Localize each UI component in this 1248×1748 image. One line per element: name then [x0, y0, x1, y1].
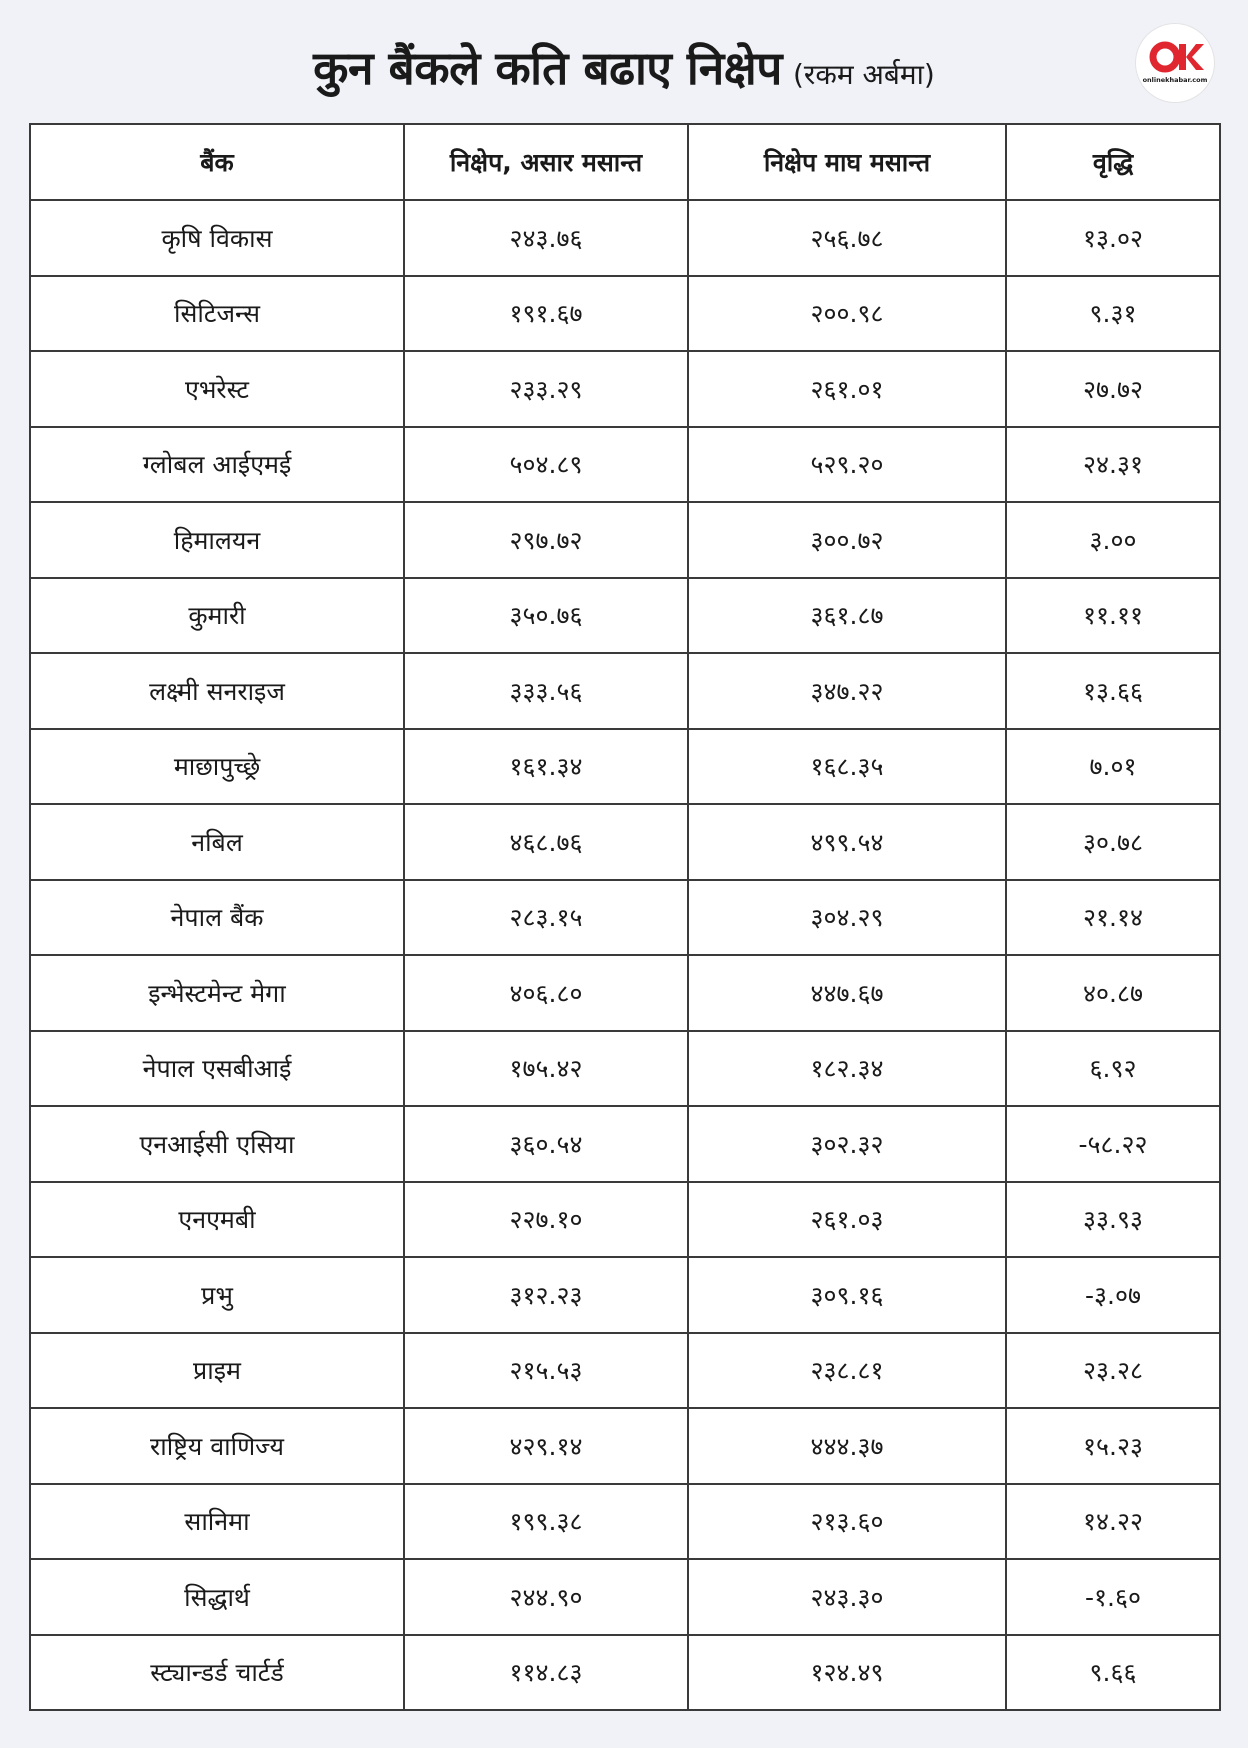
cell-bank-name: स्ट्यान्डर्ड चार्टर्ड — [30, 1635, 404, 1711]
cell-deposit-magh: २१३.६० — [688, 1484, 1006, 1560]
cell-deposit-asar: ३३३.५६ — [404, 653, 688, 729]
page-title — [0, 38, 1248, 109]
header — [0, 0, 1248, 122]
cell-bank-name: हिमालयन — [30, 502, 404, 578]
table-row — [30, 804, 1220, 880]
cell-bank-name: लक्ष्मी सनराइज — [30, 653, 404, 729]
table-row — [30, 1333, 1220, 1409]
cell-growth: ९.३१ — [1006, 276, 1220, 352]
cell-bank-name: राष्ट्रिय वाणिज्य — [30, 1408, 404, 1484]
cell-deposit-asar: २८३.१५ — [404, 880, 688, 956]
cell-deposit-asar: १९१.६७ — [404, 276, 688, 352]
cell-deposit-asar: ५०४.८९ — [404, 427, 688, 503]
logo-caption: onlinekhabar.com — [1142, 76, 1208, 84]
column-header-deposit-asar: निक्षेप, असार मसान्त — [404, 124, 688, 200]
cell-growth: २१.१४ — [1006, 880, 1220, 956]
cell-deposit-asar: १६१.३४ — [404, 729, 688, 805]
cell-growth: २४.३१ — [1006, 427, 1220, 503]
cell-growth: -५८.२२ — [1006, 1106, 1220, 1182]
cell-deposit-asar: ११४.८३ — [404, 1635, 688, 1711]
cell-deposit-asar: २४३.७६ — [404, 200, 688, 276]
cell-growth: ९.६६ — [1006, 1635, 1220, 1711]
table-row — [30, 880, 1220, 956]
deposit-table-container — [29, 123, 1219, 1711]
column-header-growth: वृद्धि — [1006, 124, 1220, 200]
table-row — [30, 1408, 1220, 1484]
table-row — [30, 1635, 1220, 1711]
cell-bank-name: एभरेस्ट — [30, 351, 404, 427]
cell-deposit-magh: ३०२.३२ — [688, 1106, 1006, 1182]
cell-deposit-asar: ४२९.१४ — [404, 1408, 688, 1484]
table-row — [30, 276, 1220, 352]
cell-bank-name: प्राइम — [30, 1333, 404, 1409]
cell-growth: ३.०० — [1006, 502, 1220, 578]
cell-deposit-asar: ४०६.८० — [404, 955, 688, 1031]
cell-growth: २३.२८ — [1006, 1333, 1220, 1409]
table-row — [30, 427, 1220, 503]
cell-deposit-asar: ३५०.७६ — [404, 578, 688, 654]
cell-deposit-magh: २५६.७८ — [688, 200, 1006, 276]
table-row — [30, 1182, 1220, 1258]
logo-mark-icon — [1136, 24, 1214, 102]
cell-deposit-magh: २६१.०१ — [688, 351, 1006, 427]
cell-deposit-magh: ५२९.२० — [688, 427, 1006, 503]
cell-deposit-asar: २९७.७२ — [404, 502, 688, 578]
cell-deposit-magh: ३४७.२२ — [688, 653, 1006, 729]
cell-deposit-magh: २६१.०३ — [688, 1182, 1006, 1258]
cell-deposit-magh: ४४७.६७ — [688, 955, 1006, 1031]
table-row — [30, 1257, 1220, 1333]
table-row — [30, 653, 1220, 729]
cell-deposit-magh: २४३.३० — [688, 1559, 1006, 1635]
cell-bank-name: कृषि विकास — [30, 200, 404, 276]
cell-growth: ६.९२ — [1006, 1031, 1220, 1107]
cell-deposit-magh: ३००.७२ — [688, 502, 1006, 578]
cell-growth: ४०.८७ — [1006, 955, 1220, 1031]
onlinekhabar-logo — [1136, 24, 1214, 102]
cell-deposit-magh: २३८.८१ — [688, 1333, 1006, 1409]
cell-deposit-asar: १९९.३८ — [404, 1484, 688, 1560]
cell-bank-name: कुमारी — [30, 578, 404, 654]
title-main: कुन बैंकले कति बढाए निक्षेप — [313, 41, 782, 95]
title-unit-note: (रकम अर्बमा) — [793, 58, 935, 91]
cell-growth: १३.६६ — [1006, 653, 1220, 729]
cell-deposit-magh: ३०९.१६ — [688, 1257, 1006, 1333]
cell-deposit-magh: १२४.४९ — [688, 1635, 1006, 1711]
table-row — [30, 200, 1220, 276]
cell-growth: ७.०१ — [1006, 729, 1220, 805]
cell-deposit-asar: २३३.२९ — [404, 351, 688, 427]
cell-deposit-magh: ३०४.२९ — [688, 880, 1006, 956]
cell-deposit-asar: २२७.१० — [404, 1182, 688, 1258]
table-row — [30, 729, 1220, 805]
table-row — [30, 1106, 1220, 1182]
cell-growth: -३.०७ — [1006, 1257, 1220, 1333]
cell-deposit-magh: ४९९.५४ — [688, 804, 1006, 880]
cell-bank-name: ग्लोबल आईएमई — [30, 427, 404, 503]
cell-bank-name: एनआईसी एसिया — [30, 1106, 404, 1182]
cell-growth: ३३.९३ — [1006, 1182, 1220, 1258]
cell-bank-name: सानिमा — [30, 1484, 404, 1560]
cell-growth: ११.११ — [1006, 578, 1220, 654]
cell-growth: २७.७२ — [1006, 351, 1220, 427]
table-body — [30, 200, 1220, 1710]
cell-growth: -१.६० — [1006, 1559, 1220, 1635]
cell-deposit-magh: २००.९८ — [688, 276, 1006, 352]
cell-bank-name: सिद्धार्थ — [30, 1559, 404, 1635]
cell-bank-name: इन्भेस्टमेन्ट मेगा — [30, 955, 404, 1031]
cell-bank-name: सिटिजन्स — [30, 276, 404, 352]
cell-deposit-magh: १६८.३५ — [688, 729, 1006, 805]
cell-deposit-asar: १७५.४२ — [404, 1031, 688, 1107]
table-row — [30, 1031, 1220, 1107]
cell-deposit-asar: ३१२.२३ — [404, 1257, 688, 1333]
cell-bank-name: प्रभु — [30, 1257, 404, 1333]
table-row — [30, 502, 1220, 578]
cell-deposit-magh: ४४४.३७ — [688, 1408, 1006, 1484]
table-header-row — [30, 124, 1220, 200]
cell-growth: ३०.७८ — [1006, 804, 1220, 880]
cell-deposit-magh: ३६१.८७ — [688, 578, 1006, 654]
deposit-table — [29, 123, 1221, 1711]
cell-bank-name: एनएमबी — [30, 1182, 404, 1258]
cell-deposit-asar: २४४.९० — [404, 1559, 688, 1635]
cell-bank-name: नेपाल बैंक — [30, 880, 404, 956]
cell-deposit-asar: ४६८.७६ — [404, 804, 688, 880]
cell-growth: १४.२२ — [1006, 1484, 1220, 1560]
cell-deposit-magh: १८२.३४ — [688, 1031, 1006, 1107]
cell-deposit-asar: ३६०.५४ — [404, 1106, 688, 1182]
cell-deposit-asar: २१५.५३ — [404, 1333, 688, 1409]
table-row — [30, 955, 1220, 1031]
table-row — [30, 351, 1220, 427]
cell-growth: १३.०२ — [1006, 200, 1220, 276]
column-header-bank: बैंक — [30, 124, 404, 200]
cell-bank-name: नेपाल एसबीआई — [30, 1031, 404, 1107]
column-header-deposit-magh: निक्षेप माघ मसान्त — [688, 124, 1006, 200]
cell-growth: १५.२३ — [1006, 1408, 1220, 1484]
cell-bank-name: माछापुच्छ्रे — [30, 729, 404, 805]
table-row — [30, 1484, 1220, 1560]
table-row — [30, 1559, 1220, 1635]
table-row — [30, 578, 1220, 654]
cell-bank-name: नबिल — [30, 804, 404, 880]
